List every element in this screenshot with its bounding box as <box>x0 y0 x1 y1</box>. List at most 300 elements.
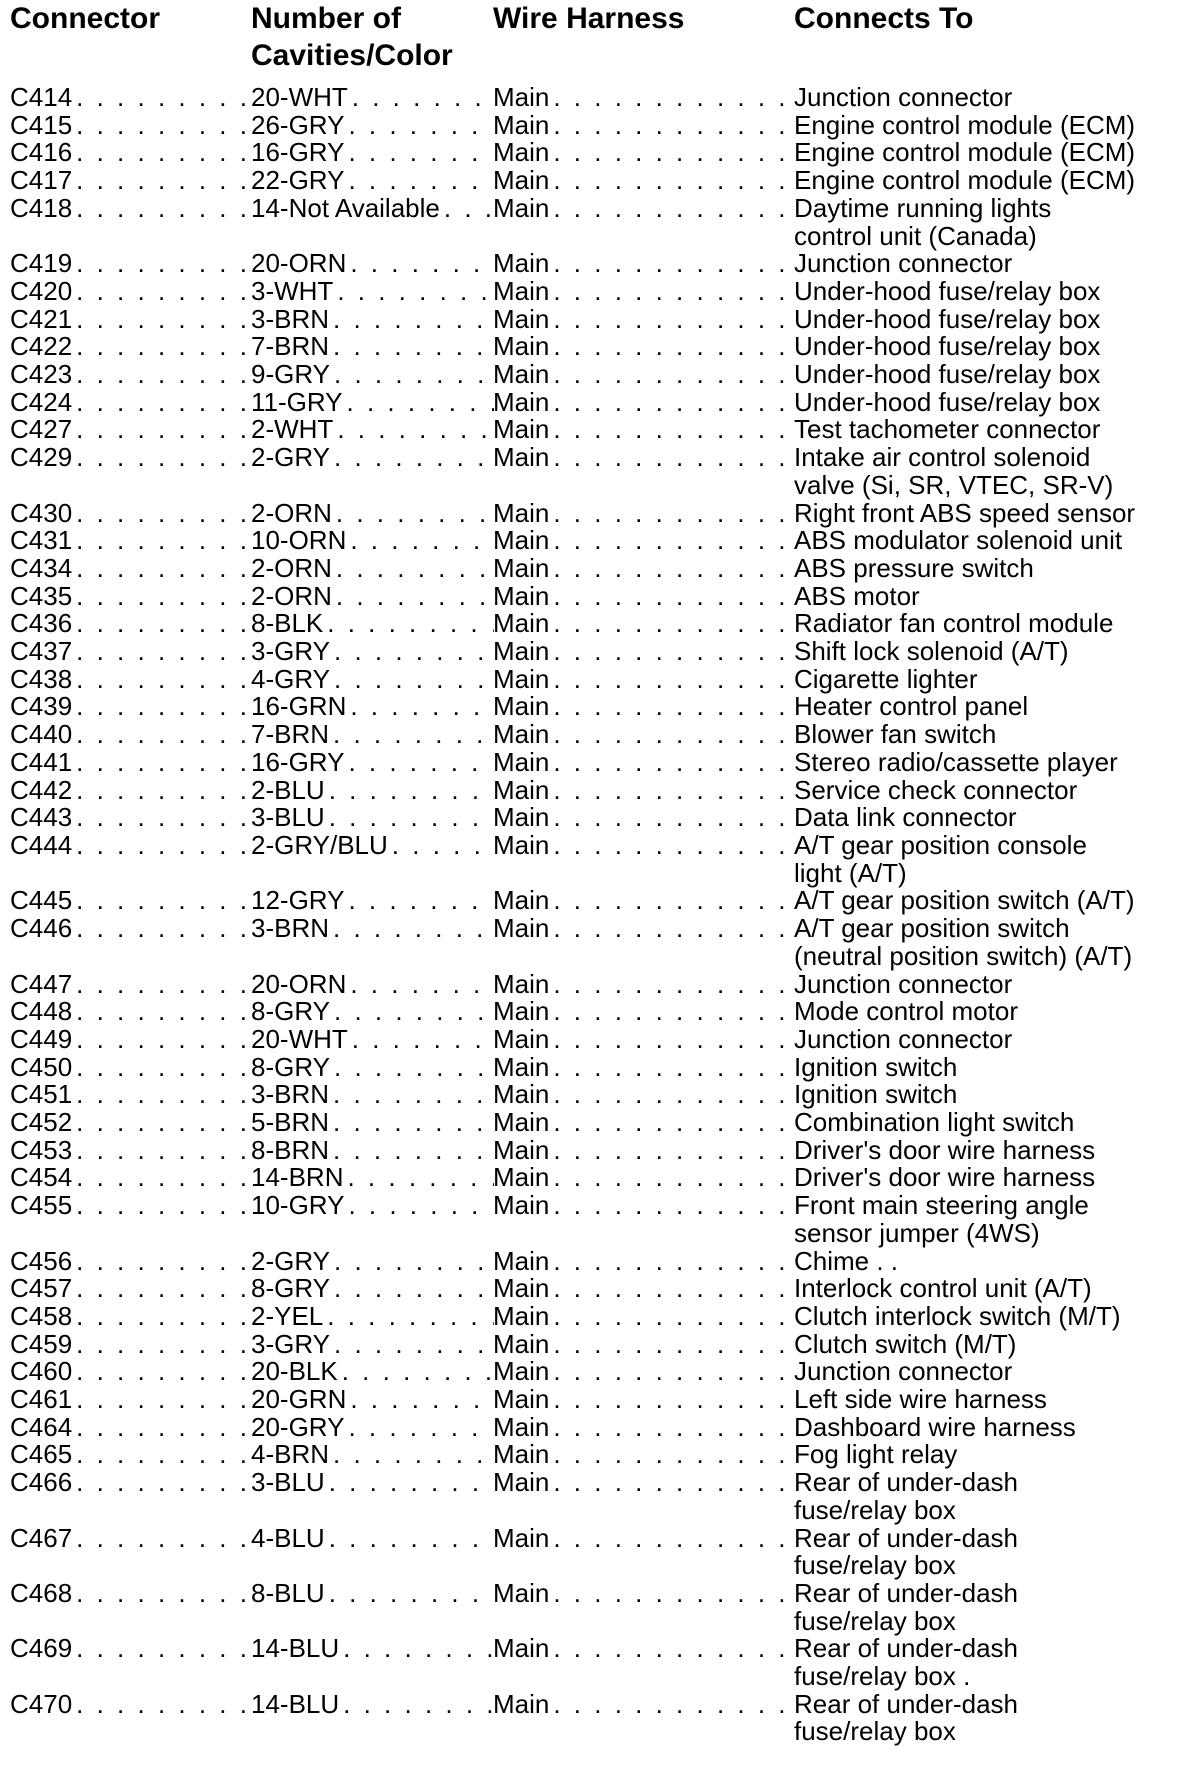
cavities-color-value: 4-GRY <box>251 665 330 694</box>
connects-to-line: fuse/relay box <box>794 1550 956 1581</box>
cavities-color-value: 2-ORN <box>251 582 332 611</box>
dot-leader <box>76 915 251 943</box>
cavities-color-value: 11-GRY <box>251 388 343 417</box>
connects-to-cell <box>794 693 1174 721</box>
connects-to-line: Dashboard wire harness <box>794 1411 1076 1442</box>
wire-harness-value: Main <box>493 333 550 362</box>
wire-harness-value: Main <box>493 277 550 306</box>
cavities-color-value: 3-BRN <box>251 305 330 334</box>
connector-value: C440 <box>10 721 73 749</box>
table-row <box>10 1023 1170 1054</box>
connects-to-line: Driver's door wire harness <box>794 1162 1096 1193</box>
connects-to-cell <box>794 804 1174 832</box>
cavities-color-value: 14-BLU <box>251 1690 340 1719</box>
connects-to-line: A/T gear position switch <box>794 913 1070 944</box>
wire-harness-cell <box>493 1137 793 1165</box>
dot-leader <box>343 1635 494 1663</box>
cavities-color-cell <box>251 361 494 389</box>
connects-to-cell <box>794 192 1174 251</box>
connects-to-cell <box>794 109 1174 140</box>
connects-to-cell <box>794 1081 1174 1109</box>
table-row <box>10 444 1170 499</box>
connector-cell <box>10 1691 251 1719</box>
connects-to-cell <box>794 444 1174 499</box>
dot-leader <box>333 1137 494 1165</box>
connects-to-line: Rear of under-dash <box>794 1467 1019 1498</box>
cavities-color-cell <box>251 167 494 195</box>
wire-harness-value: Main <box>493 139 550 168</box>
connector-value: C454 <box>10 1164 73 1193</box>
cavities-color-cell <box>251 1580 494 1608</box>
connector-cell <box>10 1026 251 1054</box>
dot-leader <box>76 998 251 1026</box>
connector-cell <box>10 1580 251 1608</box>
dot-leader <box>350 250 494 278</box>
dot-leader <box>76 527 251 555</box>
dot-leader <box>76 195 251 223</box>
connector-cell <box>10 915 251 943</box>
cavities-color-value: 4-BRN <box>251 1441 330 1470</box>
dot-leader <box>348 749 494 777</box>
wire-harness-cell <box>493 1469 793 1497</box>
connects-to-cell <box>794 497 1174 528</box>
connects-to-line: Under-hood fuse/relay box <box>794 303 1101 334</box>
dot-leader <box>553 500 793 528</box>
connects-to-line: Test tachometer connector <box>794 414 1101 445</box>
dot-leader <box>76 1109 251 1137</box>
connects-to-cell <box>794 746 1174 777</box>
dot-leader <box>553 306 793 334</box>
cavities-color-value: 5-BRN <box>251 1109 330 1137</box>
dot-leader <box>76 361 251 389</box>
connects-to-cell <box>794 774 1174 805</box>
dot-leader <box>76 1525 251 1553</box>
dot-leader <box>329 777 494 805</box>
connector-value: C430 <box>10 499 73 528</box>
table-body <box>10 84 1170 1746</box>
dot-leader <box>553 1580 793 1608</box>
wire-harness-value: Main <box>493 665 550 694</box>
dot-leader <box>553 1469 793 1497</box>
connects-to-cell <box>794 275 1174 306</box>
connects-to-line: Junction connector <box>794 82 1013 112</box>
wire-harness-value: Main <box>493 887 550 916</box>
connector-value: C441 <box>10 748 73 777</box>
wire-harness-cell <box>493 250 793 278</box>
wire-harness-cell <box>493 749 793 777</box>
dot-leader <box>553 915 793 943</box>
cavities-color-value: 2-BLU <box>251 776 325 805</box>
dot-leader <box>334 361 494 389</box>
dot-leader <box>76 112 251 140</box>
connects-to-line: Service check connector <box>794 774 1078 805</box>
table-row <box>10 1051 1170 1082</box>
table-row <box>10 887 1170 915</box>
cavities-color-value: 20-WHT <box>251 84 348 112</box>
connector-cell <box>10 1137 251 1165</box>
connects-to-cell <box>794 1386 1174 1414</box>
table-row <box>10 386 1170 417</box>
wire-harness-cell <box>493 1441 793 1469</box>
connects-to-line: Mode control motor <box>794 996 1018 1027</box>
wire-harness-value: Main <box>493 499 550 528</box>
connector-cell <box>10 1525 251 1553</box>
connector-value: C446 <box>10 915 73 943</box>
dot-leader <box>553 1275 793 1303</box>
dot-leader <box>350 693 494 721</box>
connector-value: C417 <box>10 167 73 195</box>
connector-value: C438 <box>10 665 73 694</box>
cavities-color-value: 3-BRN <box>251 1081 330 1110</box>
wire-harness-value: Main <box>493 970 550 999</box>
connector-cell <box>10 1248 251 1276</box>
dot-leader <box>553 444 793 472</box>
wire-harness-value: Main <box>493 998 550 1026</box>
cavities-color-cell <box>251 416 494 444</box>
dot-leader <box>329 1580 494 1608</box>
connects-to-line: Junction connector <box>794 968 1013 999</box>
wire-harness-cell <box>493 693 793 721</box>
cavities-color-value: 8-BLU <box>251 1579 325 1608</box>
connects-to-cell <box>794 1275 1174 1303</box>
table-row <box>10 663 1170 694</box>
connects-to-line: valve (Si, SR, VTEC, SR-V) <box>794 469 1114 500</box>
wire-harness-value: Main <box>493 1358 550 1387</box>
dot-leader <box>327 610 494 638</box>
connector-value: C445 <box>10 887 73 916</box>
cavities-color-value: 2-ORN <box>251 499 332 528</box>
cavities-color-value: 12-GRY <box>251 887 345 916</box>
dot-leader <box>76 416 251 444</box>
connects-to-cell <box>794 1469 1174 1524</box>
connects-to-line: Cigarette lighter <box>794 663 978 694</box>
table-row <box>10 275 1170 306</box>
dot-leader <box>76 389 251 417</box>
wire-harness-cell <box>493 112 793 140</box>
connector-value: C423 <box>10 361 73 389</box>
cavities-color-cell <box>251 1386 494 1414</box>
dot-leader <box>553 333 793 361</box>
connects-to-line: light (A/T) <box>794 857 907 888</box>
connects-to-line: ABS modulator solenoid unit <box>794 525 1123 556</box>
cavities-color-value: 20-GRY <box>251 1413 345 1442</box>
wire-harness-cell <box>493 610 793 638</box>
wire-harness-cell <box>493 444 793 472</box>
cavities-color-cell <box>251 693 494 721</box>
connector-cell <box>10 1303 251 1331</box>
connector-value: C419 <box>10 250 73 278</box>
cavities-color-cell <box>251 333 494 361</box>
connector-value: C457 <box>10 1275 73 1303</box>
cavities-color-cell <box>251 777 494 805</box>
wire-harness-value: Main <box>493 444 550 472</box>
dot-leader <box>76 333 251 361</box>
cavities-color-value: 20-ORN <box>251 970 347 999</box>
dot-leader <box>553 777 793 805</box>
connector-value: C431 <box>10 527 73 555</box>
connects-to-cell <box>794 250 1174 278</box>
dot-leader <box>348 1414 494 1442</box>
connects-to-line: Ignition switch <box>794 1051 958 1082</box>
dot-leader <box>553 749 793 777</box>
wire-harness-value: Main <box>493 554 550 583</box>
connects-to-cell <box>794 1134 1174 1165</box>
wire-harness-cell <box>493 416 793 444</box>
table-row <box>10 1109 1170 1137</box>
dot-leader <box>553 804 793 832</box>
cavities-color-value: 2-GRY/BLU <box>251 831 388 860</box>
cavities-color-cell <box>251 804 494 832</box>
dot-leader <box>76 777 251 805</box>
dot-leader <box>334 998 494 1026</box>
connects-to-line: Interlock control unit (A/T) <box>794 1273 1092 1304</box>
wire-harness-cell <box>493 804 793 832</box>
connects-to-cell <box>794 580 1174 611</box>
wire-harness-cell <box>493 84 793 112</box>
connector-value: C437 <box>10 638 73 666</box>
cavities-color-cell <box>251 1635 494 1663</box>
connects-to-line: Stereo radio/cassette player <box>794 746 1118 777</box>
connector-value: C467 <box>10 1524 73 1553</box>
connects-to-line: Junction connector <box>794 248 1013 279</box>
connects-to-line: Clutch interlock switch (M/T) <box>794 1300 1121 1331</box>
wire-harness-value: Main <box>493 1469 550 1497</box>
connects-to-line: Intake air control solenoid <box>794 442 1091 473</box>
wire-harness-value: Main <box>493 776 550 805</box>
dot-leader <box>327 1303 494 1331</box>
connector-cell <box>10 1081 251 1109</box>
connector-value: C455 <box>10 1192 73 1220</box>
dot-leader <box>76 971 251 999</box>
dot-leader <box>329 1469 494 1497</box>
connects-to-line: Left side wire harness <box>794 1384 1047 1415</box>
dot-leader <box>350 527 494 555</box>
connector-value: C435 <box>10 582 73 611</box>
table-row <box>10 109 1170 140</box>
wire-harness-cell <box>493 333 793 361</box>
dot-leader <box>334 444 494 472</box>
cavities-color-value: 14-BRN <box>251 1164 344 1193</box>
dot-leader <box>553 167 793 195</box>
dot-leader <box>76 167 251 195</box>
dot-leader <box>553 666 793 694</box>
dot-leader <box>334 1331 494 1359</box>
wire-harness-value: Main <box>493 831 550 860</box>
cavities-color-cell <box>251 195 494 223</box>
cavities-color-cell <box>251 112 494 140</box>
connector-cell <box>10 610 251 638</box>
dot-leader <box>76 1635 251 1663</box>
connects-to-cell <box>794 1441 1174 1469</box>
connector-cell <box>10 804 251 832</box>
cavities-color-cell <box>251 1331 494 1359</box>
dot-leader <box>333 333 494 361</box>
connector-cell <box>10 832 251 860</box>
dot-leader <box>553 1386 793 1414</box>
table-row <box>10 774 1170 805</box>
dot-leader <box>336 555 494 583</box>
cavities-color-cell <box>251 1303 494 1331</box>
connects-to-line: Rear of under-dash <box>794 1688 1019 1719</box>
dot-leader <box>553 278 793 306</box>
dot-leader <box>553 250 793 278</box>
connector-cell <box>10 721 251 749</box>
cavities-color-cell <box>251 527 494 555</box>
dot-leader <box>334 1054 494 1082</box>
dot-leader <box>76 555 251 583</box>
wire-harness-value: Main <box>493 1247 550 1276</box>
connector-value: C444 <box>10 831 73 860</box>
cavities-color-cell <box>251 1026 494 1054</box>
wire-harness-value: Main <box>493 582 550 611</box>
dot-leader <box>553 583 793 611</box>
connects-to-line: fuse/relay box <box>794 1716 956 1747</box>
dot-leader <box>337 278 494 306</box>
cavities-color-value: 2-WHT <box>251 416 334 445</box>
wire-harness-cell <box>493 306 793 334</box>
cavities-color-cell <box>251 250 494 278</box>
wire-harness-value: Main <box>493 1109 550 1137</box>
connects-to-cell <box>794 1688 1174 1747</box>
connector-cell <box>10 500 251 528</box>
connects-to-line: Front main steering angle <box>794 1190 1089 1221</box>
connects-to-cell <box>794 303 1174 334</box>
wire-harness-cell <box>493 1414 793 1442</box>
table-row <box>10 1386 1170 1414</box>
wire-harness-cell <box>493 1303 793 1331</box>
connects-to-line: Fog light relay <box>794 1439 958 1470</box>
connects-to-cell <box>794 1577 1174 1636</box>
cavities-color-cell <box>251 998 494 1026</box>
wire-harness-value: Main <box>493 1053 550 1082</box>
connects-to-cell <box>794 721 1174 749</box>
table-row <box>10 84 1170 112</box>
wire-harness-value: Main <box>493 305 550 334</box>
table-row <box>10 915 1170 970</box>
connector-value: C458 <box>10 1302 73 1331</box>
dot-leader <box>76 444 251 472</box>
dot-leader <box>334 638 494 666</box>
dot-leader <box>348 167 494 195</box>
cavities-color-cell <box>251 1248 494 1276</box>
wire-harness-value: Main <box>493 388 550 417</box>
connector-value: C443 <box>10 804 73 832</box>
connects-to-line: sensor jumper (4WS) <box>794 1217 1040 1248</box>
connects-to-line: Engine control module (ECM) <box>794 109 1136 140</box>
wire-harness-cell <box>493 998 793 1026</box>
connects-to-cell <box>794 386 1174 417</box>
connector-value: C442 <box>10 776 73 805</box>
connector-cell <box>10 416 251 444</box>
cavities-color-cell <box>251 84 494 112</box>
connector-cell <box>10 444 251 472</box>
dot-leader <box>347 389 494 417</box>
connector-value: C464 <box>10 1413 73 1442</box>
dot-leader <box>76 250 251 278</box>
connector-cell <box>10 887 251 915</box>
wire-harness-value: Main <box>493 416 550 445</box>
connector-value: C461 <box>10 1386 73 1414</box>
wire-harness-value: Main <box>493 194 550 223</box>
connects-to-cell <box>794 968 1174 999</box>
dot-leader <box>76 278 251 306</box>
cavities-color-value: 9-GRY <box>251 361 330 389</box>
connector-value: C459 <box>10 1330 73 1359</box>
dot-leader <box>553 638 793 666</box>
dot-leader <box>76 1054 251 1082</box>
table-row <box>10 527 1170 555</box>
dot-leader <box>553 416 793 444</box>
wire-harness-cell <box>493 1164 793 1192</box>
cavities-color-cell <box>251 1081 494 1109</box>
wire-harness-cell <box>493 1691 793 1719</box>
table-row <box>10 1192 1170 1247</box>
wire-harness-cell <box>493 1331 793 1359</box>
connects-to-cell <box>794 1300 1174 1331</box>
dot-leader <box>553 1109 793 1137</box>
connector-cell <box>10 638 251 666</box>
connector-cell <box>10 306 251 334</box>
connector-cell <box>10 1331 251 1359</box>
connects-to-line: Daytime running lights <box>794 192 1052 223</box>
connector-cell <box>10 1441 251 1469</box>
cavities-color-value: 3-GRY <box>251 638 330 666</box>
wire-harness-cell <box>493 1026 793 1054</box>
dot-leader <box>553 112 793 140</box>
dot-leader <box>76 306 251 334</box>
wire-harness-value: Main <box>493 1192 550 1220</box>
connects-to-line: Rear of under-dash <box>794 1577 1019 1608</box>
cavities-color-value: 2-YEL <box>251 1302 324 1331</box>
connector-cell <box>10 998 251 1026</box>
dot-leader <box>76 638 251 666</box>
dot-leader <box>553 195 793 223</box>
table-row <box>10 139 1170 167</box>
dot-leader <box>76 1137 251 1165</box>
table-row <box>10 610 1170 638</box>
connector-value: C418 <box>10 194 73 223</box>
dot-leader <box>553 361 793 389</box>
connects-to-line: fuse/relay box <box>794 1494 956 1525</box>
wire-harness-value: Main <box>493 1081 550 1110</box>
cavities-color-cell <box>251 1525 494 1553</box>
wire-harness-cell <box>493 583 793 611</box>
table-row <box>10 361 1170 389</box>
cavities-color-value: 3-WHT <box>251 277 334 306</box>
connector-cell <box>10 583 251 611</box>
connector-value: C447 <box>10 970 73 999</box>
connector-cell <box>10 167 251 195</box>
cavities-color-value: 2-GRY <box>251 1247 330 1276</box>
dot-leader <box>76 84 251 112</box>
connector-value: C465 <box>10 1441 73 1470</box>
cavities-color-cell <box>251 278 494 306</box>
header-connector: Connector <box>10 2 160 35</box>
table-header <box>10 0 1170 82</box>
connector-cell <box>10 112 251 140</box>
connects-to-cell <box>794 552 1174 583</box>
dot-leader <box>76 1303 251 1331</box>
dot-leader <box>76 1275 251 1303</box>
wire-harness-value: Main <box>493 1690 550 1719</box>
connects-to-cell <box>794 1411 1174 1442</box>
connects-to-cell <box>794 333 1174 361</box>
table-row <box>10 552 1170 583</box>
cavities-color-value: 7-BRN <box>251 333 330 362</box>
dot-leader <box>76 1164 251 1192</box>
table-row <box>10 1328 1170 1359</box>
cavities-color-value: 20-GRN <box>251 1386 347 1414</box>
